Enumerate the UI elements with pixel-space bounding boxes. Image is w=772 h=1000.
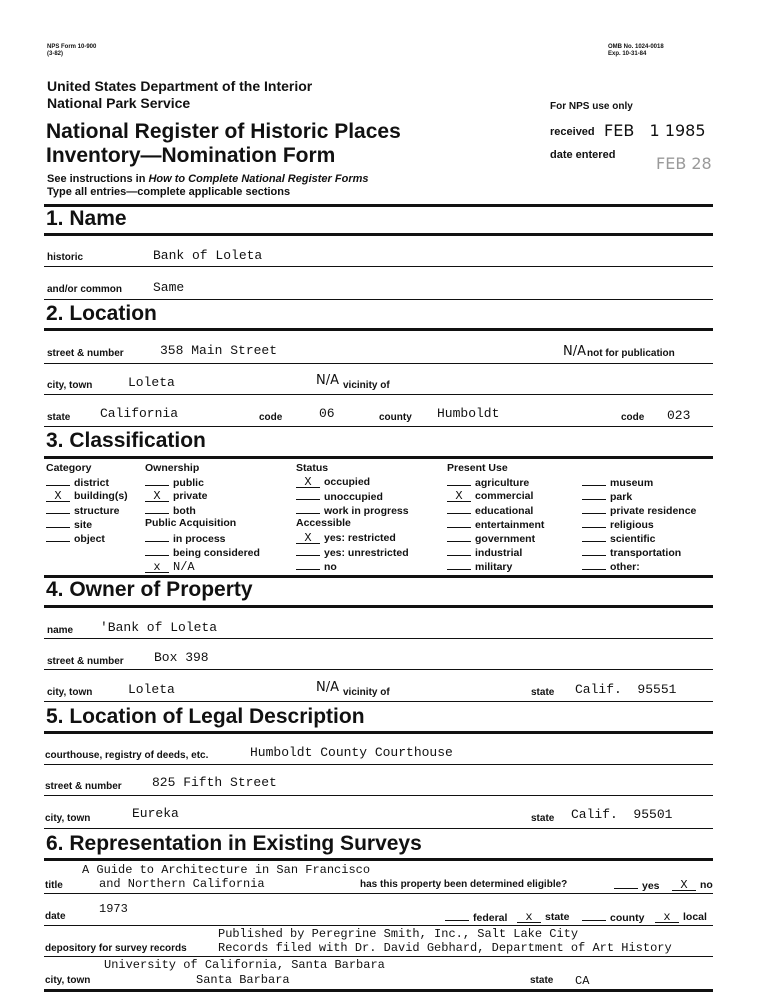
vicinity-label: vicinity of xyxy=(343,380,390,391)
survey-state-value[interactable]: CA xyxy=(575,974,590,988)
checkbox-public[interactable] xyxy=(145,476,204,489)
depository-line2[interactable]: Records filed with Dr. David Gebhard, Department of Art History xyxy=(218,941,672,955)
checkbox-industrial[interactable] xyxy=(447,546,522,559)
county-label: county xyxy=(379,412,412,423)
field-line xyxy=(44,828,713,829)
state-code-value[interactable]: 06 xyxy=(319,406,335,421)
present-use-heading: Present Use xyxy=(447,462,508,474)
survey-title-line2[interactable]: and Northern California xyxy=(99,877,265,891)
field-line xyxy=(44,669,713,670)
instructions-line2: Type all entries—complete applicable sections xyxy=(47,186,291,198)
accessible-heading: Accessible xyxy=(296,517,351,529)
section-2-heading: 2. Location xyxy=(46,302,157,325)
checkbox-mark[interactable] xyxy=(447,504,471,514)
field-line xyxy=(44,764,713,765)
checkbox-mark[interactable]: X xyxy=(296,478,320,488)
checkbox-label: entertainment xyxy=(475,519,545,531)
checkbox-label: site xyxy=(74,519,93,531)
checkbox-label: agriculture xyxy=(475,477,530,489)
checkbox-entertainment[interactable] xyxy=(447,518,544,531)
checkbox-na[interactable] xyxy=(145,560,195,574)
checkbox-local[interactable] xyxy=(655,911,707,923)
legal-street-label: street & number xyxy=(45,781,122,792)
survey-state-label: state xyxy=(530,975,554,986)
checkbox-mark[interactable] xyxy=(582,546,606,556)
field-line xyxy=(44,363,713,364)
checkbox-mark[interactable]: x xyxy=(145,563,169,573)
legal-city-label: city, town xyxy=(45,813,91,824)
checkbox-mark[interactable] xyxy=(614,879,638,889)
checkbox-occupied[interactable] xyxy=(296,476,370,488)
checkbox-mark[interactable] xyxy=(582,476,606,486)
state-value[interactable]: California xyxy=(100,406,179,421)
field-line xyxy=(44,956,713,957)
section-divider xyxy=(44,605,713,608)
depository-label: depository for survey records xyxy=(45,943,187,954)
checkbox-mark[interactable] xyxy=(582,532,606,542)
field-line xyxy=(44,925,713,926)
section-divider xyxy=(44,204,713,207)
checkbox-label: in process xyxy=(173,533,226,545)
checkbox-mark[interactable] xyxy=(296,490,320,500)
checkbox-mark[interactable] xyxy=(46,518,70,528)
checkbox-mark[interactable] xyxy=(582,560,606,570)
field-line xyxy=(44,266,713,267)
checkbox-park[interactable] xyxy=(582,490,632,503)
checkbox-mark[interactable] xyxy=(447,518,471,528)
survey-date-label: date xyxy=(45,911,66,922)
checkbox-label: private residence xyxy=(610,505,697,517)
county-value[interactable]: Humboldt xyxy=(437,406,500,421)
state-code-label: code xyxy=(259,412,283,423)
checkbox-label: being considered xyxy=(173,547,260,559)
eligible-no[interactable] xyxy=(672,879,713,891)
category-heading: Category xyxy=(46,462,92,474)
checkbox-label: unoccupied xyxy=(324,491,383,503)
checkbox-label: district xyxy=(74,477,110,489)
checkbox-label: commercial xyxy=(475,490,534,502)
survey-city-line1[interactable]: University of California, Santa Barbara xyxy=(104,958,385,972)
owner-city-label: city, town xyxy=(47,687,93,698)
checkbox-mark[interactable] xyxy=(296,560,320,570)
checkbox-label: park xyxy=(610,491,633,503)
county-code-value[interactable]: 023 xyxy=(667,408,691,423)
service-name: National Park Service xyxy=(47,95,191,111)
field-line xyxy=(44,426,713,427)
checkbox-mark[interactable] xyxy=(145,504,169,514)
checkbox-mark[interactable] xyxy=(582,518,606,528)
field-line xyxy=(44,701,713,702)
checkbox-structure[interactable] xyxy=(46,504,120,517)
checkbox-label: both xyxy=(173,505,196,517)
section-6-heading: 6. Representation in Existing Surveys xyxy=(46,832,422,855)
section-divider xyxy=(44,328,713,331)
checkbox-no[interactable] xyxy=(296,560,337,573)
checkbox-buildings[interactable] xyxy=(46,490,128,502)
checkbox-mark[interactable] xyxy=(445,911,469,921)
not-for-publication-mark[interactable]: N/A xyxy=(563,344,586,359)
checkbox-district[interactable] xyxy=(46,476,109,489)
checkbox-in-process[interactable] xyxy=(145,532,226,545)
received-label: received xyxy=(550,126,595,138)
checkbox-object[interactable] xyxy=(46,532,105,545)
checkbox-site[interactable] xyxy=(46,518,92,531)
checkbox-county[interactable] xyxy=(582,911,644,924)
checkbox-unoccupied[interactable] xyxy=(296,490,383,503)
eligible-question: has this property been determined eligible? xyxy=(360,879,568,890)
checkbox-yes-restricted[interactable] xyxy=(296,532,396,544)
checkbox-other[interactable] xyxy=(582,560,640,573)
checkbox-mark[interactable]: X xyxy=(672,881,696,891)
checkbox-federal[interactable] xyxy=(445,911,507,924)
owner-state-label: state xyxy=(531,687,555,698)
checkbox-mark[interactable] xyxy=(145,532,169,542)
owner-vicinity-label: vicinity of xyxy=(343,687,390,698)
section-1-heading: 1. Name xyxy=(46,207,127,230)
checkbox-label: yes xyxy=(642,880,660,892)
checkbox-label: industrial xyxy=(475,547,523,559)
checkbox-label: religious xyxy=(610,519,654,531)
vicinity-mark[interactable]: N/A xyxy=(316,373,339,388)
street-label: street & number xyxy=(47,348,124,359)
checkbox-label: other: xyxy=(610,561,640,573)
checkbox-mark[interactable]: x xyxy=(655,913,679,923)
section-3-heading: 3. Classification xyxy=(46,429,206,452)
checkbox-yes-unrestricted[interactable] xyxy=(296,546,409,559)
checkbox-mark[interactable] xyxy=(145,476,169,486)
checkbox-government[interactable] xyxy=(447,532,535,545)
checkbox-agriculture[interactable] xyxy=(447,476,529,489)
checkbox-label: scientific xyxy=(610,533,656,545)
city-label: city, town xyxy=(47,380,93,391)
checkbox-mark[interactable] xyxy=(46,476,70,486)
form-revision: (3-82) xyxy=(47,51,64,57)
checkbox-mark[interactable] xyxy=(296,504,320,514)
survey-city-line2[interactable]: Santa Barbara xyxy=(196,973,290,987)
checkbox-label: government xyxy=(475,533,536,545)
owner-city-value[interactable]: Loleta xyxy=(128,682,175,697)
survey-title-line1[interactable]: A Guide to Architecture in San Francisco xyxy=(82,863,371,877)
checkbox-mark[interactable] xyxy=(582,490,606,500)
common-name-value[interactable]: Same xyxy=(153,280,185,295)
checkbox-label: military xyxy=(475,561,513,573)
checkbox-mark[interactable]: X xyxy=(447,492,471,502)
checkbox-label: work in progress xyxy=(324,505,409,517)
form-title-line2: Inventory—Nomination Form xyxy=(46,144,336,167)
checkbox-mark[interactable]: X xyxy=(145,492,169,502)
legal-city-value[interactable]: Eureka xyxy=(132,806,179,821)
checkbox-mark[interactable] xyxy=(447,476,471,486)
checkbox-label: yes: unrestricted xyxy=(324,547,409,559)
checkbox-religious[interactable] xyxy=(582,518,654,531)
checkbox-both[interactable] xyxy=(145,504,196,517)
expiration-date: Exp. 10-31-84 xyxy=(608,51,647,57)
omb-number: OMB No. 1024-0018 xyxy=(608,44,664,50)
public-acquisition-heading: Public Acquisition xyxy=(145,517,237,529)
eligible-yes[interactable] xyxy=(614,879,660,892)
checkbox-transportation[interactable] xyxy=(582,546,681,559)
section-5-heading: 5. Location of Legal Description xyxy=(46,705,365,728)
checkbox-label: no xyxy=(700,879,713,891)
survey-city-label: city, town xyxy=(45,975,91,986)
checkbox-mark[interactable] xyxy=(582,911,606,921)
state-label: state xyxy=(47,412,71,423)
ownership-heading: Ownership xyxy=(145,462,200,474)
county-code-label: code xyxy=(621,412,645,423)
checkbox-mark[interactable]: X xyxy=(296,534,320,544)
courthouse-value[interactable]: Humboldt County Courthouse xyxy=(250,745,453,760)
form-number: NPS Form 10-900 xyxy=(47,44,97,50)
checkbox-label: museum xyxy=(610,477,654,489)
checkbox-label: yes: restricted xyxy=(324,532,396,544)
owner-vicinity-mark[interactable]: N/A xyxy=(316,680,339,695)
field-line xyxy=(44,795,713,796)
checkbox-private[interactable] xyxy=(145,490,207,502)
status-heading: Status xyxy=(296,462,329,474)
checkbox-label: private xyxy=(173,490,208,502)
checkbox-museum[interactable] xyxy=(582,476,653,489)
checkbox-mark[interactable] xyxy=(447,560,471,570)
historic-name-value[interactable]: Bank of Loleta xyxy=(153,248,263,263)
checkbox-mark[interactable] xyxy=(145,546,169,556)
form-title-line1: National Register of Historic Places xyxy=(46,120,401,143)
checkbox-label: state xyxy=(545,911,570,923)
street-value[interactable]: 358 Main Street xyxy=(160,343,278,358)
checkbox-label: county xyxy=(610,912,645,924)
legal-state-label: state xyxy=(531,813,555,824)
checkbox-being-considered[interactable] xyxy=(145,546,260,559)
checkbox-work-in-progress[interactable] xyxy=(296,504,409,517)
section-divider xyxy=(44,456,713,459)
field-line xyxy=(44,893,713,894)
checkbox-mark[interactable]: x xyxy=(517,913,541,923)
legal-street-value[interactable]: 825 Fifth Street xyxy=(152,775,277,790)
legal-state-value[interactable]: Calif. 95501 xyxy=(571,807,673,822)
received-stamp: FEB 1 1985 xyxy=(604,121,706,140)
checkbox-label: federal xyxy=(473,912,508,924)
section-divider xyxy=(44,233,713,236)
checkbox-commercial[interactable] xyxy=(447,490,533,502)
checkbox-mark[interactable] xyxy=(582,504,606,514)
owner-name-label: name xyxy=(47,625,74,636)
courthouse-label: courthouse, registry of deeds, etc. xyxy=(45,750,209,761)
field-line xyxy=(44,299,713,300)
survey-title-label: title xyxy=(45,880,63,891)
depository-line1[interactable]: Published by Peregrine Smith, Inc., Salt Lake City xyxy=(218,927,579,941)
section-divider xyxy=(44,731,713,734)
checkbox-mark[interactable] xyxy=(447,546,471,556)
survey-date-value[interactable]: 1973 xyxy=(99,902,128,916)
checkbox-military[interactable] xyxy=(447,560,512,573)
checkbox-mark[interactable] xyxy=(296,546,320,556)
checkbox-mark[interactable] xyxy=(46,532,70,542)
field-line xyxy=(44,638,713,639)
common-name-label: and/or common xyxy=(47,284,123,295)
city-value[interactable]: Loleta xyxy=(128,375,175,390)
not-for-publication-label: not for publication xyxy=(587,348,675,359)
checkbox-label: no xyxy=(324,561,337,573)
checkbox-mark[interactable] xyxy=(46,504,70,514)
checkbox-label: public xyxy=(173,477,204,489)
checkbox-educational[interactable] xyxy=(447,504,533,517)
owner-street-value[interactable]: Box 398 xyxy=(154,650,209,665)
checkbox-scientific[interactable] xyxy=(582,532,656,545)
section-4-heading: 4. Owner of Property xyxy=(46,578,253,601)
checkbox-label: N/A xyxy=(173,560,195,574)
checkbox-state[interactable] xyxy=(517,911,570,923)
field-line xyxy=(44,394,713,395)
checkbox-label: local xyxy=(683,911,707,923)
section-divider xyxy=(44,989,713,992)
date-entered-label: date entered xyxy=(550,149,616,161)
date-entered-stamp: FEB 28 xyxy=(656,154,712,173)
owner-state-value[interactable]: Calif. 95551 xyxy=(575,682,677,697)
checkbox-label: building(s) xyxy=(74,490,128,502)
checkbox-label: educational xyxy=(475,505,534,517)
checkbox-label: occupied xyxy=(324,476,371,488)
checkbox-mark[interactable] xyxy=(447,532,471,542)
historic-label: historic xyxy=(47,252,84,263)
section-divider xyxy=(44,858,713,861)
nps-use-only-label: For NPS use only xyxy=(550,101,633,112)
owner-street-label: street & number xyxy=(47,656,124,667)
checkbox-private-residence[interactable] xyxy=(582,504,696,517)
checkbox-label: structure xyxy=(74,505,120,517)
checkbox-label: transportation xyxy=(610,547,682,559)
department-name: United States Department of the Interior xyxy=(47,78,313,94)
owner-name-value[interactable]: 'Bank of Loleta xyxy=(100,620,218,635)
checkbox-label: object xyxy=(74,533,105,545)
checkbox-mark[interactable]: X xyxy=(46,492,70,502)
instructions-line1: See instructions in How to Complete National Register Forms xyxy=(47,173,369,185)
